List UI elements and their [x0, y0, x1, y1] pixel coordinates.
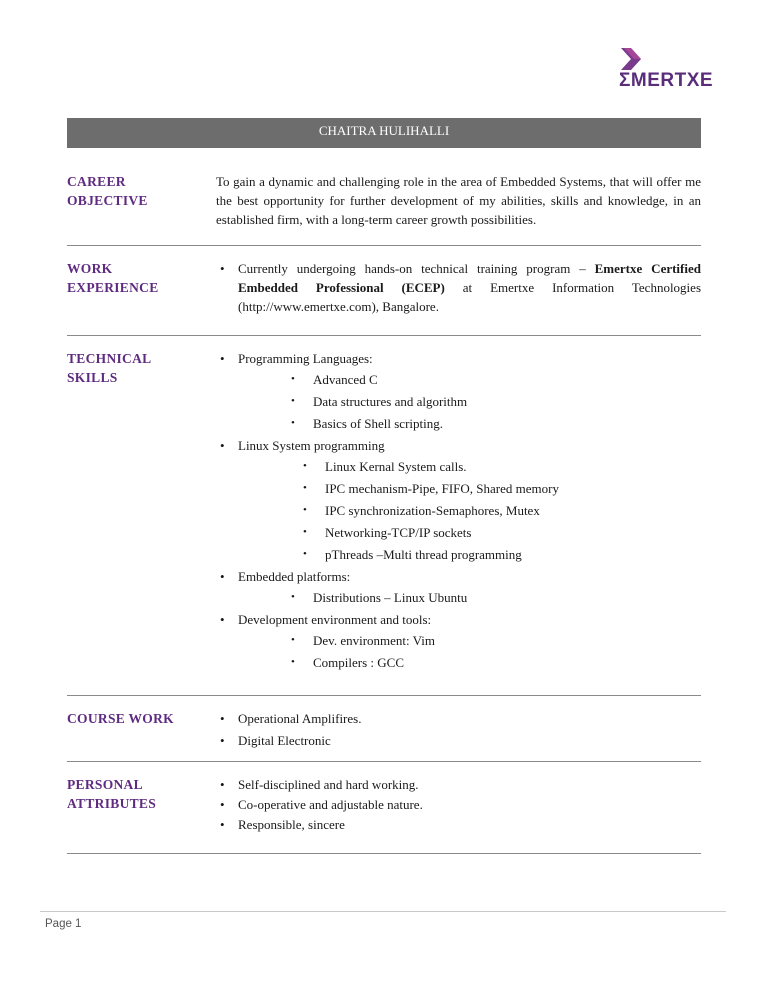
skill-group: • Programming Languages: • Advanced C • Data structures and algorithm • Basics of Shell scripting. [216, 349, 701, 433]
section-label: TECHNICAL SKILLS [67, 351, 152, 385]
section-content [216, 349, 701, 675]
logo-chevron-icon [619, 48, 704, 72]
section-content [216, 775, 701, 837]
skill-item: • Linux Kernal System calls. [238, 457, 701, 476]
skill-item: • pThreads –Multi thread programming [238, 545, 701, 564]
skill-item: • Compilers : GCC [238, 653, 701, 672]
footer-divider [40, 911, 726, 912]
section-label: PERSONAL ATTRIBUTES [67, 777, 157, 811]
objective-text: To gain a dynamic and challenging role in the area of Embedded Systems, that will offer me the best opportunity for further development of my abilities, skills and knowledge, in an established firm, with a long-term career growth possibilities. [216, 174, 701, 227]
section-content [216, 259, 701, 319]
skill-item: • IPC synchronization-Semaphores, Mutex [238, 501, 701, 520]
list-item: • Digital Electronic [216, 731, 701, 750]
skill-item: • Networking-TCP/IP sockets [238, 523, 701, 542]
skill-item: • Advanced C [238, 370, 701, 389]
logo-text: ΣMERTXE [619, 70, 714, 91]
list-item: • Co-operative and adjustable nature. [216, 795, 701, 814]
list-item: • Responsible, sincere [216, 815, 701, 834]
section-content [216, 709, 701, 753]
list-item: • Operational Amplifires. [216, 709, 701, 728]
candidate-name: CHAITRA HULIHALLI [67, 118, 701, 148]
section-label: COURSE WORK [67, 711, 174, 726]
section-label: CAREER OBJECTIVE [67, 174, 148, 208]
skill-item: • Distributions – Linux Ubuntu [238, 588, 701, 607]
section-divider [67, 245, 701, 246]
skill-item: • Dev. environment: Vim [238, 631, 701, 650]
skill-item: • IPC mechanism-Pipe, FIFO, Shared memory [238, 479, 701, 498]
section-divider [67, 695, 701, 696]
skill-item: • Basics of Shell scripting. [238, 414, 701, 433]
skill-group: • Linux System programming • Linux Kernal System calls. • IPC mechanism-Pipe, FIFO, Shared memory • IPC synchronization-Semaphores, Mutex • Networking-TCP/IP sockets • pThreads –Multi thread programming [216, 436, 701, 564]
skill-group: • Embedded platforms: • Distributions – Linux Ubuntu [216, 567, 701, 607]
skill-group: • Development environment and tools: • Dev. environment: Vim • Compilers : GCC [216, 610, 701, 672]
page-number: Page 1 [45, 918, 82, 930]
list-item: • Currently undergoing hands-on technical training program – Emertxe Certified Embedded Professional (ECEP) at Emertxe Information Technologies (http://www.emertxe.com), Bangalore. [216, 259, 701, 316]
company-logo [619, 48, 714, 92]
section-content [216, 172, 701, 229]
skill-item: • Data structures and algorithm [238, 392, 701, 411]
section-divider [67, 761, 701, 762]
section-label: WORK EXPERIENCE [67, 261, 159, 295]
list-item: • Self-disciplined and hard working. [216, 775, 701, 794]
section-divider [67, 853, 701, 854]
section-divider [67, 335, 701, 336]
